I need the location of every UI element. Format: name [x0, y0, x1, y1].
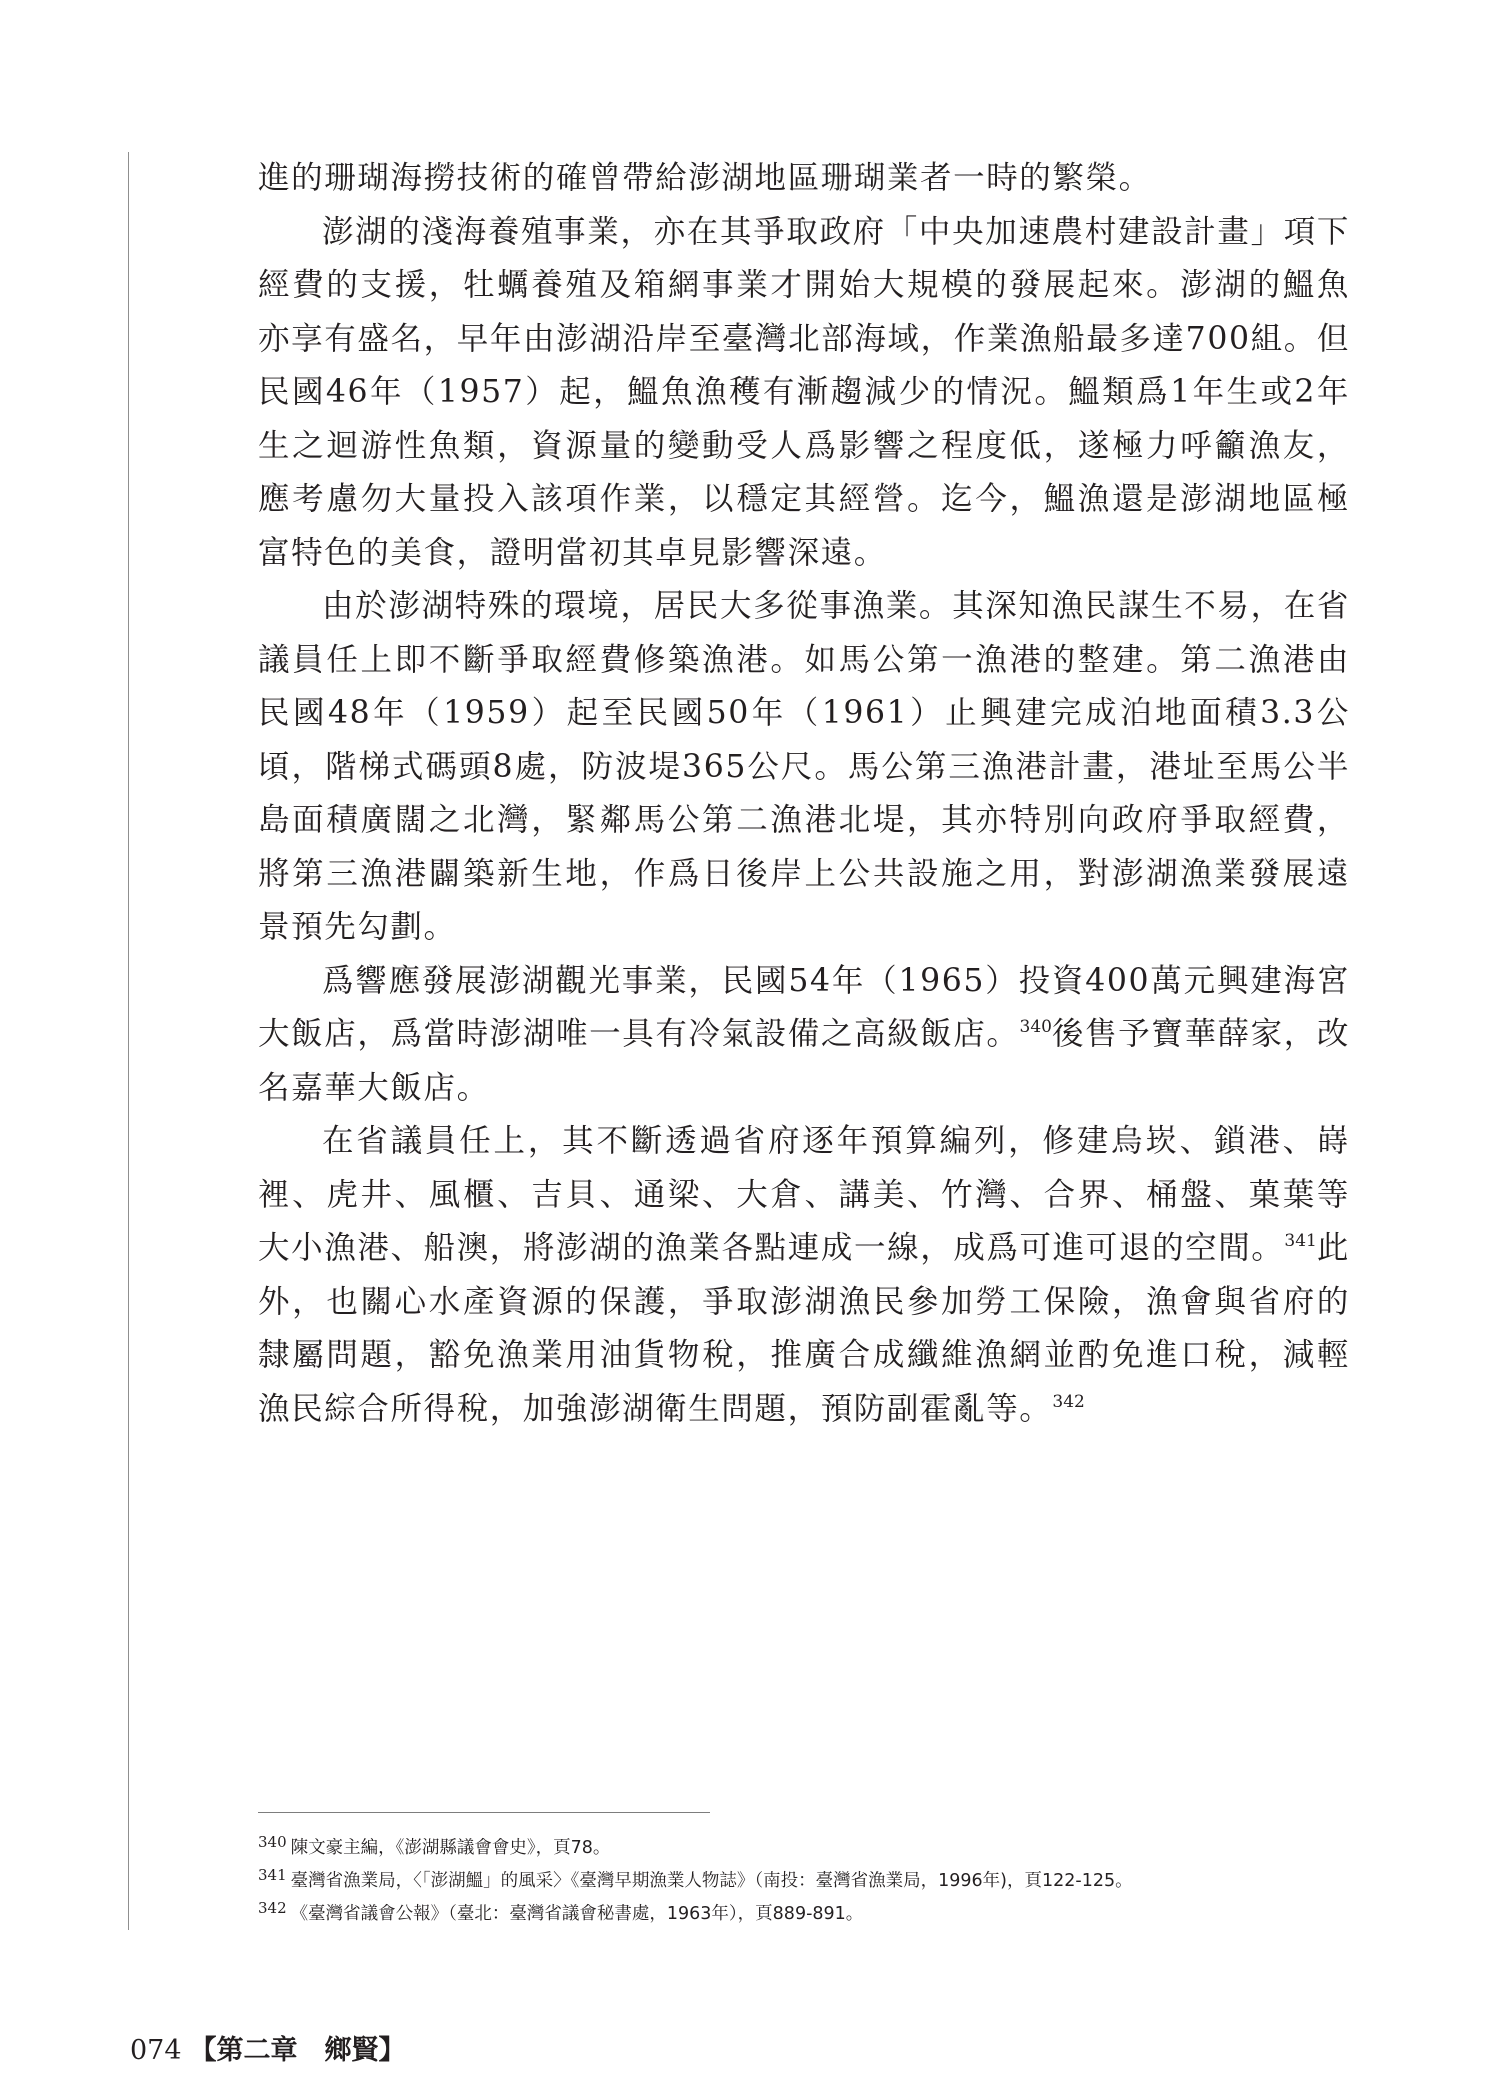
footnote-number: 341 [258, 1866, 287, 1884]
paragraph [258, 955, 1350, 1116]
footnote-ref[interactable]: 341 [1284, 1231, 1317, 1251]
footnote [258, 1859, 1398, 1892]
footnote-ref[interactable]: 342 [1052, 1391, 1085, 1412]
body-text [258, 152, 1350, 1436]
footnote-text: 《臺灣省議會公報》（臺北：臺灣省議會秘書處，1963年），頁889-891。 [290, 1904, 864, 1924]
paragraph: 由於澎湖特殊的環境，居民大多從事漁業。其深知漁民謀生不易，在省議員任上即不斷爭取經費修築漁港。如馬公第一漁港的整建。第二漁港由民國48年（1959）起至民國50年（1961）止興建完成泊地面積3.3公頃，階梯式碼頭8處，防波堤365公尺。馬公第三漁港計畫，港址至馬公半島面積廣闊之北灣，緊鄰馬公第二漁港北堤，其亦特別向政府爭取經費，將第三漁港闢築新生地，作爲日後岸上公共設施之用，對澎湖漁業發展遠景預先勾劃。 [258, 588, 1350, 945]
chapter-label: 【第二章 鄉賢】 [189, 2035, 406, 2066]
page-footer [130, 2028, 406, 2067]
margin-rule [128, 152, 129, 1930]
footnote-number: 340 [258, 1833, 287, 1851]
footnote-text: 臺灣省漁業局，〈「澎湖鰮」的風采〉《臺灣早期漁業人物誌》（南投：臺灣省漁業局，1996年)，頁122-125。 [290, 1871, 1133, 1891]
footnote [258, 1826, 1398, 1859]
page-number: 074 [130, 2035, 182, 2066]
paragraph-text: 此外，也關心水產資源的保護，爭取澎湖漁民參加勞工保險，漁會與省府的隸屬問題，豁免漁業用油貨物稅，推廣合成纖維漁網並酌免進口稅，減輕漁民綜合所得稅，加強澎湖衛生問題，預防副霍亂等。 [258, 1230, 1350, 1427]
paragraph: 進的珊瑚海撈技術的確曾帶給澎湖地區珊瑚業者一時的繁榮。 [258, 160, 1152, 196]
footnote-text: 陳文豪主編，《澎湖縣議會會史》，頁78。 [290, 1838, 611, 1858]
paragraph [258, 1115, 1350, 1436]
footnote-divider [258, 1812, 710, 1813]
paragraph-text: 爲響應發展澎湖觀光事業，民國54年（1965）投資400萬元興建海宮大飯店，爲當時澎湖唯一具有冷氣設備之高級飯店。 [258, 962, 1350, 1052]
paragraph-text: 後售予寶華薛家，改名嘉華大飯店。 [258, 1016, 1350, 1106]
paragraph-text: 在省議員任上，其不斷透過省府逐年預算編列，修建烏崁、鎖港、嵵裡、虎井、風櫃、吉貝、通梁、大倉、講美、竹灣、合界、桶盤、菓葉等大小漁港、船澳，將澎湖的漁業各點連成一線，成爲可進可退的空間。 [258, 1123, 1350, 1266]
footnote-number: 342 [258, 1899, 287, 1917]
footnotes [258, 1826, 1398, 1925]
footnote-ref[interactable]: 340 [1019, 1017, 1052, 1037]
footnote [258, 1892, 1398, 1925]
paragraph: 澎湖的淺海養殖事業，亦在其爭取政府「中央加速農村建設計畫」項下經費的支援，牡蠣養殖及箱網事業才開始大規模的發展起來。澎湖的鰮魚亦享有盛名，早年由澎湖沿岸至臺灣北部海域，作業漁船最多達700組。但民國46年（1957）起，鰮魚漁穫有漸趨減少的情況。鰮類爲1年生或2年生之迴游性魚類，資源量的變動受人爲影響之程度低，遂極力呼籲漁友，應考慮勿大量投入該項作業，以穩定其經營。迄今，鰮漁還是澎湖地區極富特色的美食，證明當初其卓見影響深遠。 [258, 213, 1350, 571]
